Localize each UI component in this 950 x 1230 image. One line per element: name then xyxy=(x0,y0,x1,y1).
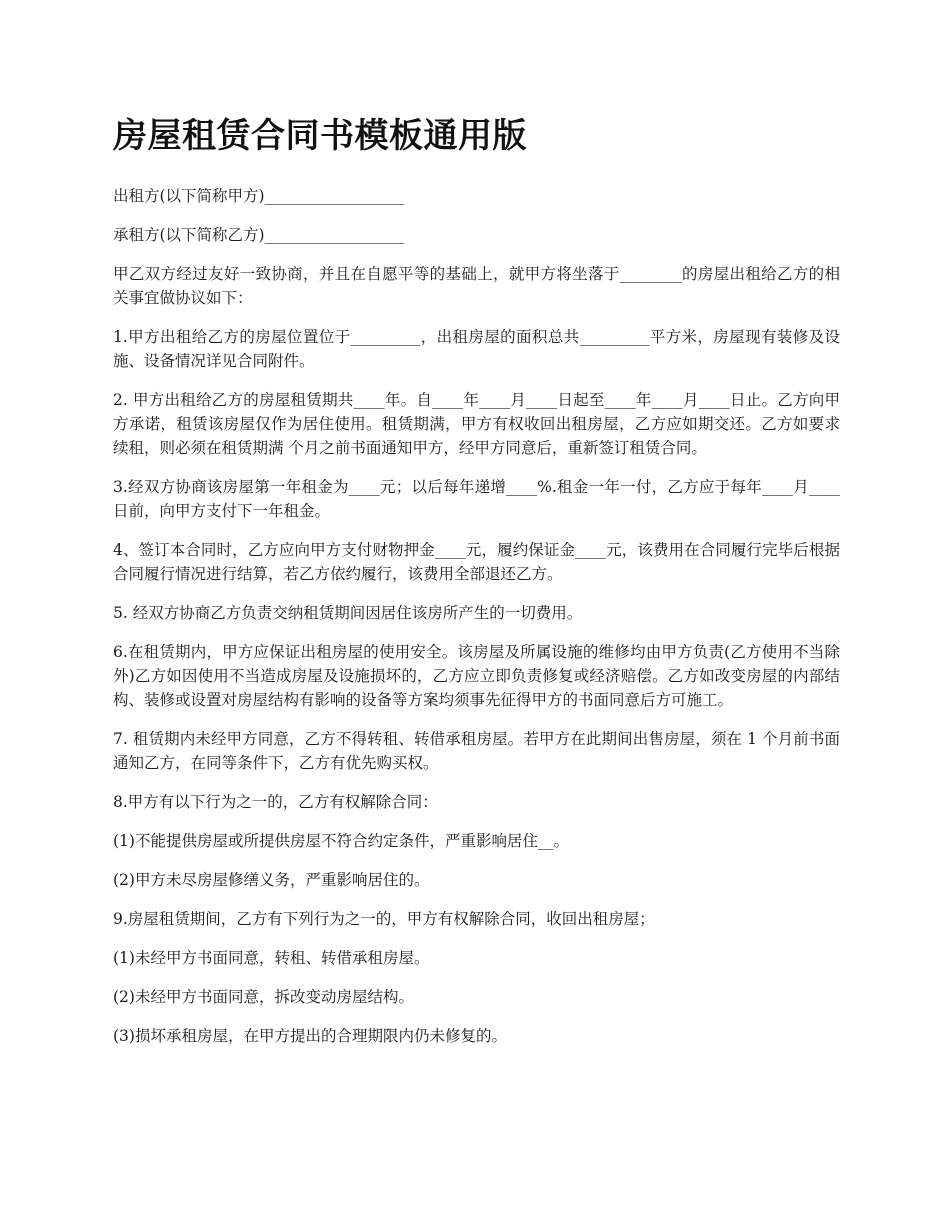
paragraph-preamble: 甲乙双方经过友好一致协商，并且在自愿平等的基础上，就甲方将坐落于________的房屋出租给乙方的相关事宜做协议如下： xyxy=(113,265,840,307)
clause-8-item-1: (1)不能提供房屋或所提供房屋不符合约定条件，严重影响居住__。 xyxy=(113,832,569,850)
clause-3: 3.经双方协商该房屋第一年租金为____元；以后每年递增____%.租金一年一付，乙方应于每年____月____日前，向甲方支付下一年租金。 xyxy=(113,478,840,520)
clause-9-item-3: (3)损坏承租房屋，在甲方提出的合理期限内仍未修复的。 xyxy=(113,1027,507,1045)
clause-4: 4、签订本合同时，乙方应向甲方支付财物押金____元，履约保证金____元，该费用在合同履行完毕后根据合同履行情况进行结算，若乙方依约履行，该费用全部退还乙方。 xyxy=(113,541,840,583)
clause-5: 5. 经双方协商乙方负责交纳租赁期间因居住该房所产生的一切费用。 xyxy=(113,604,583,622)
clause-8: 8.甲方有以下行为之一的，乙方有权解除合同： xyxy=(113,793,438,811)
document-page xyxy=(113,112,840,1063)
document-title: 房屋租赁合同书模板通用版 xyxy=(113,116,527,156)
clause-6: 6.在租赁期内，甲方应保证出租房屋的使用安全。该房屋及所属设施的维修均由甲方负责(乙方使用不当除外)乙方如因使用不当造成房屋及设施损坏的，乙方应立即负责修复或经济赔偿。乙方如改变房屋的内部结构、装修或设置对房屋结构有影响的设备等方案均须事先征得甲方的书面同意后方可施工。 xyxy=(113,643,840,709)
clause-7: 7. 租赁期内未经甲方同意，乙方不得转租、转借承租房屋。若甲方在此期间出售房屋，须在 1 个月前书面通知乙方，在同等条件下，乙方有优先购买权。 xyxy=(113,730,840,772)
paragraph-lessee: 承租方(以下简称乙方)__________________ xyxy=(113,226,405,244)
clause-9-item-2: (2)未经甲方书面同意，拆改变动房屋结构。 xyxy=(113,988,414,1006)
clause-1: 1.甲方出租给乙方的房屋位置位于_________，出租房屋的面积总共_________平方米，房屋现有装修及设施、设备情况详见合同附件。 xyxy=(113,328,840,370)
paragraph-lessor: 出租方(以下简称甲方)__________________ xyxy=(113,187,405,205)
clause-8-item-2: (2)甲方未尽房屋修缮义务，严重影响居住的。 xyxy=(113,871,430,889)
clause-2: 2. 甲方出租给乙方的房屋租赁期共____年。自____年____月____日起至____年____月____日止。乙方向甲方承诺，租赁该房屋仅作为居住使用。租赁期满，甲方有权收回出租房屋，乙方应如期交还。乙方如要求续租，则必须在租赁期满 个月之前书面通知甲方，经甲方同意后，重新签订租赁合同。 xyxy=(113,391,840,457)
clause-9: 9.房屋租赁期间，乙方有下列行为之一的，甲方有权解除合同，收回出租房屋； xyxy=(113,910,655,928)
clause-9-item-1: (1)未经甲方书面同意，转租、转借承租房屋。 xyxy=(113,949,430,967)
